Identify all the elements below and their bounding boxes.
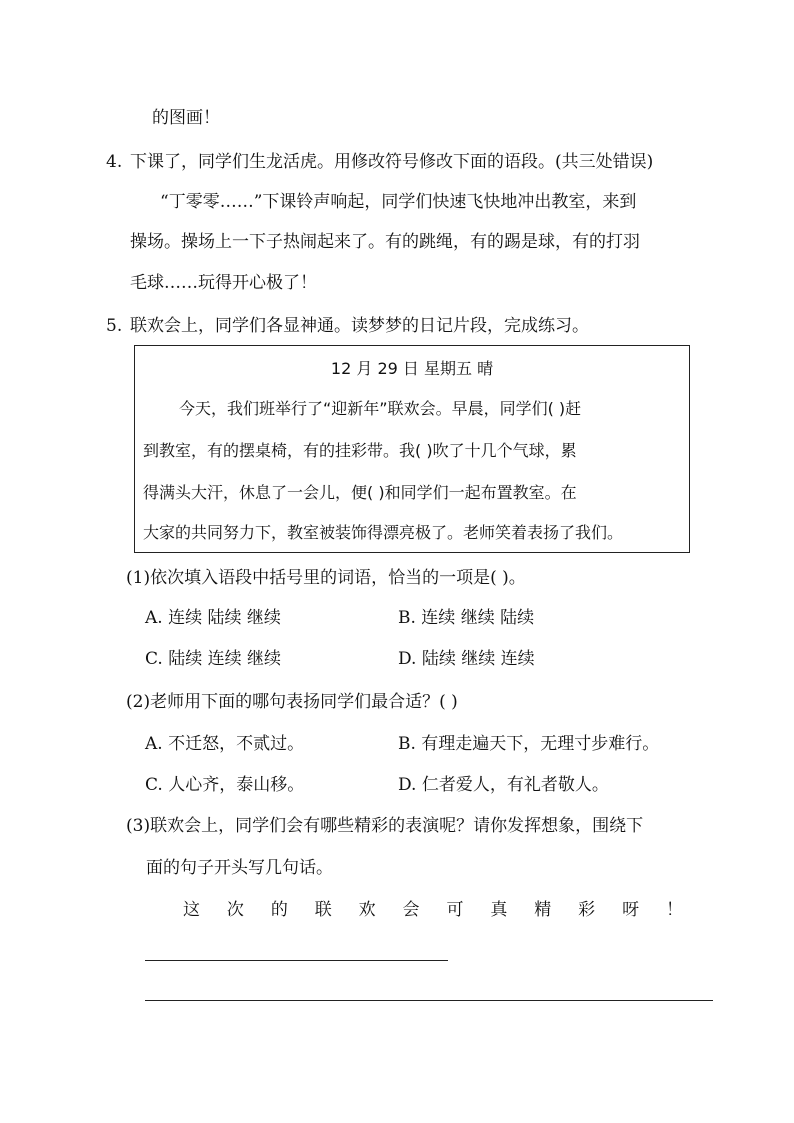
- answer-line-1[interactable]: [145, 960, 448, 961]
- starter-char: 精: [534, 900, 552, 920]
- q5-sub2-option-c: C. 人心齐，泰山移。: [145, 775, 305, 795]
- q4-passage-line-1: “丁零零……”下课铃声响起，同学们快速飞快地冲出教室，来到: [160, 192, 637, 212]
- q5-sub2-option-b: B. 有理走遍天下，无理寸步难行。: [398, 734, 660, 754]
- diary-line-1: 今天，我们班举行了“迎新年”联欢会。早晨，同学们( )赶: [179, 399, 582, 418]
- q4-passage-line-2: 操场。操场上一下子热闹起来了。有的跳绳，有的踢是球，有的打羽: [130, 232, 640, 252]
- diary-line-2: 到教室，有的摆桌椅，有的挂彩带。我( )吹了十几个气球，累: [143, 441, 577, 460]
- q4-prompt: 下课了，同学们生龙活虎。用修改符号修改下面的语段。(共三处错误): [130, 152, 654, 172]
- continuation-text: 的图画！: [152, 108, 220, 128]
- diary-line-4: 大家的共同努力下，教室被装饰得漂亮极了。老师笑着表扬了我们。: [143, 523, 624, 542]
- q5-number: 5.: [106, 316, 123, 336]
- starter-char: 可: [446, 900, 464, 920]
- starter-char: 的: [270, 900, 288, 920]
- starter-char: 联: [314, 900, 332, 920]
- q4-passage-line-3: 毛球……玩得开心极了！: [130, 273, 317, 293]
- starter-char: 呀: [622, 900, 640, 920]
- diary-date: 12 月 29 日 星期五 晴: [330, 359, 494, 378]
- q5-sub1-option-b: B. 连续 继续 陆续: [398, 608, 535, 628]
- q5-sub3-prompt-line-1: (3)联欢会上，同学们会有哪些精彩的表演呢？请你发挥想象，围绕下: [126, 816, 644, 836]
- q5-sub1-option-c: C. 陆续 连续 继续: [145, 649, 282, 669]
- answer-line-2[interactable]: [145, 1000, 713, 1001]
- starter-char: 彩: [578, 900, 596, 920]
- starter-char: 会: [402, 900, 420, 920]
- diary-excerpt-box: [134, 345, 690, 553]
- starter-char: 真: [490, 900, 508, 920]
- starter-char: ！: [665, 900, 683, 920]
- q5-sub1-prompt: (1)依次填入语段中括号里的词语，恰当的一项是( )。: [126, 568, 526, 588]
- q5-sub1-option-a: A. 连续 陆续 继续: [145, 608, 281, 628]
- q5-prompt: 联欢会上，同学们各显神通。读梦梦的日记片段，完成练习。: [130, 316, 589, 336]
- q5-sub2-option-a: A. 不迁怒，不贰过。: [145, 734, 305, 754]
- diary-line-3: 得满头大汗，休息了一会儿，便( )和同学们一起布置教室。在: [143, 483, 577, 502]
- q5-sub1-option-d: D. 陆续 继续 连续: [398, 649, 535, 669]
- q5-sub2-prompt: (2)老师用下面的哪句表扬同学们最合适？( ): [126, 692, 458, 712]
- q5-sub2-option-d: D. 仁者爱人，有礼者敬人。: [398, 775, 609, 795]
- starter-char: 这: [183, 900, 200, 920]
- starter-char: 次: [226, 900, 244, 920]
- starter-char: 欢: [358, 900, 376, 920]
- q4-number: 4.: [106, 152, 123, 172]
- sentence-starter: [183, 898, 683, 922]
- q5-sub3-prompt-line-2: 面的句子开头写几句话。: [146, 858, 333, 878]
